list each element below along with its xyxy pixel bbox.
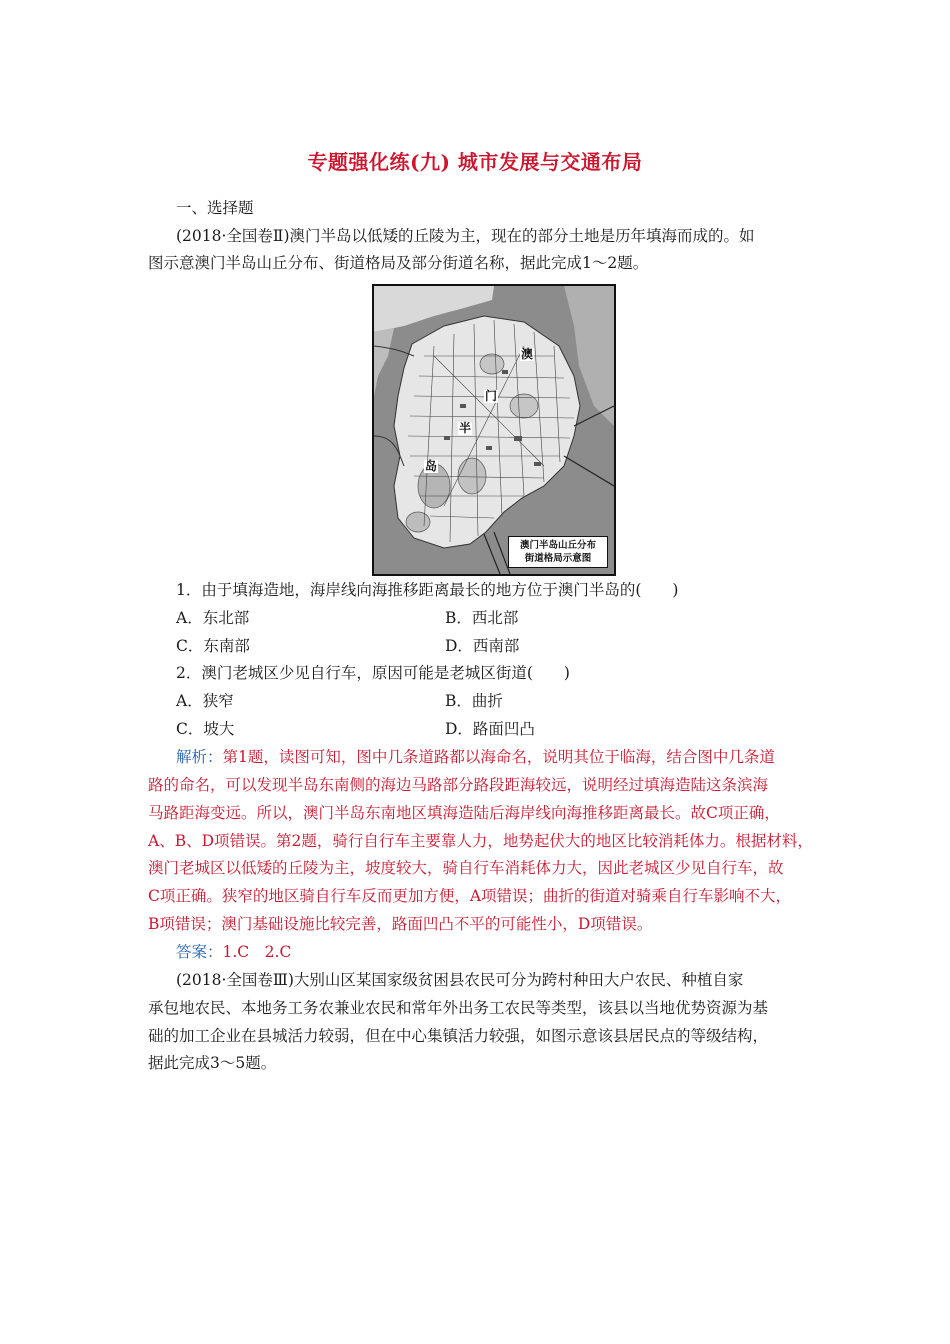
q1-option-d: D．西南部	[445, 637, 520, 655]
q1-option-a: A．东北部	[176, 609, 250, 627]
answer-label: 答案：	[176, 943, 223, 961]
section-heading: 一、选择题	[176, 199, 254, 217]
map-label-ao: 澳	[521, 347, 534, 361]
q2-option-a: A．狭窄	[176, 692, 234, 710]
map-caption	[508, 536, 608, 568]
q1-option-c: C．东南部	[176, 637, 250, 655]
q2-option-c: C．坡大	[176, 720, 235, 738]
page-title: 专题强化练(九) 城市发展与交通布局	[307, 150, 643, 174]
q1-option-b: B．西北部	[445, 609, 519, 627]
answer-value: 1.C 2.C	[222, 943, 292, 961]
macau-street-map	[372, 284, 616, 576]
intro2-line-3: 础的加工企业在县城活力较弱，但在中心集镇活力较强，如图示意该县居民点的等级结构，	[148, 1027, 769, 1045]
map-caption-line-2: 街道格局示意图	[524, 553, 592, 564]
intro1-line-2: 图示意澳门半岛山丘分布、街道格局及部分街道名称，据此完成1～2题。	[148, 254, 649, 272]
q2-option-b: B．曲折	[445, 692, 503, 710]
analysis-label: 解析：	[176, 748, 223, 766]
analysis-line-3: 马路距海变远。所以，澳门半岛东南地区填海造陆后海岸线向海推移距离最长。故C项正确，	[148, 804, 780, 822]
map-label-dao: 岛	[425, 459, 438, 473]
map-label-men: 门	[485, 389, 498, 403]
map-graphic	[374, 286, 614, 574]
analysis-line-1	[176, 744, 775, 771]
map-label-ban: 半	[459, 421, 472, 435]
q2-option-d: D．路面凹凸	[445, 720, 535, 738]
map-caption-line-1: 澳门半岛山丘分布	[519, 540, 596, 551]
intro2-line-2: 承包地农民、本地务工务农兼业农民和常年外出务工农民等类型，该县以当地优势资源为基	[148, 999, 769, 1017]
analysis-line-5: 澳门老城区以低矮的丘陵为主，坡度较大，骑自行车消耗体力大，因此老城区少见自行车，故	[148, 859, 784, 877]
analysis-line-4: A、B、D项错误。第2题，骑行自行车主要靠人力，地势起伏大的地区比较消耗体力。根据材料，	[148, 832, 813, 850]
q2-stem: 2．澳门老城区少见自行车，原因可能是老城区街道( )	[176, 664, 570, 682]
analysis-line-7: B项错误；澳门基础设施比较完善，路面凹凸不平的可能性小，D项错误。	[148, 915, 653, 933]
analysis-line-6: C项正确。狭窄的地区骑自行车反而更加方便，A项错误；曲折的街道对骑乘自行车影响不大，	[148, 887, 792, 905]
analysis-text-1: 第1题，读图可知，图中几条道路都以海命名，说明其位于临海，结合图中几条道	[222, 748, 775, 766]
answer-line	[176, 939, 291, 966]
intro1-line-1: (2018·全国卷Ⅱ)澳门半岛以低矮的丘陵为主，现在的部分土地是历年填海而成的。如	[176, 227, 755, 245]
analysis-line-2: 路的命名，可以发现半岛东南侧的海边马路部分路段距海较远，说明经过填海造陆这条滨海	[148, 776, 769, 794]
intro2-line-4: 据此完成3～5题。	[148, 1054, 277, 1072]
q1-stem: 1．由于填海造地，海岸线向海推移距离最长的地方位于澳门半岛的( )	[176, 581, 679, 599]
intro2-line-1: (2018·全国卷Ⅲ)大别山区某国家级贫困县农民可分为跨村种田大户农民、种植自家	[176, 971, 744, 989]
